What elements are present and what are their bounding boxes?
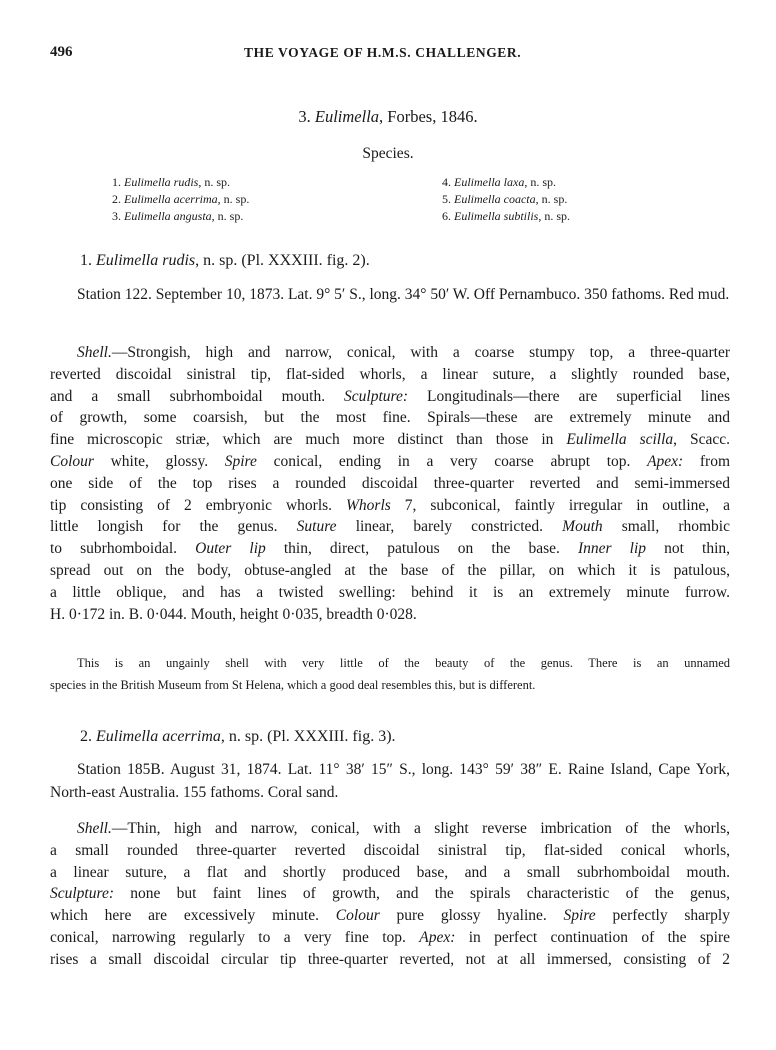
- italic-term: Mouth: [562, 518, 603, 536]
- italic-term: Spire: [224, 452, 257, 470]
- description-text: tip consisting of 2 embryonic whorls.: [50, 496, 347, 514]
- species-list-item: 4. Eulimella laxa, n. sp.: [442, 175, 556, 189]
- description-text: white, glossy.: [93, 452, 225, 470]
- description-line: [50, 582, 730, 604]
- description-text: perfectly sharply: [595, 907, 730, 925]
- description-text: in perfect continuation of the spire: [455, 928, 730, 946]
- genus-name: Eulimella: [314, 107, 380, 126]
- italic-term: Eulimella scilla: [566, 431, 674, 449]
- running-title: THE VOYAGE OF H.M.S. CHALLENGER.: [244, 45, 522, 60]
- description-text: none but faint lines of growth, and the spirals characteristic of the genus,: [114, 885, 730, 903]
- description-text: pure glossy hyaline.: [379, 907, 564, 925]
- description-line: [50, 407, 730, 429]
- description-line: [50, 560, 730, 582]
- description-line: [50, 862, 730, 884]
- description-text: 7, subconical, faintly irregular in outline, a: [390, 496, 730, 514]
- italic-term: Colour: [50, 452, 94, 470]
- description-line: [50, 364, 730, 386]
- remark-rudis: [50, 652, 730, 696]
- page-number: 496: [50, 44, 73, 60]
- description-text: linear, barely constricted.: [336, 518, 563, 536]
- species-heading-rudis: 1. Eulimella rudis, n. sp. (Pl. XXXIII. fig. 2).: [80, 252, 370, 269]
- description-text: one side of the top rises a rounded discoidal three-quarter reverted and semi-immersed: [50, 474, 730, 492]
- station-record-rudis: Station 122. September 10, 1873. Lat. 9° 5′ S., long. 34° 50′ W. Off Pernambuco. 350 fathoms. Red mud.: [77, 286, 730, 303]
- description-text: to subrhomboidal.: [50, 540, 196, 558]
- italic-term: Outer lip: [195, 540, 266, 558]
- description-text: reverted discoidal sinistral tip, flat-sided whorls, a linear suture, a slightly rounded base,: [50, 365, 730, 383]
- italic-term: Sculpture:: [344, 387, 409, 405]
- description-text: rises a small discoidal circular tip three-quarter reverted, not at all immersed, consisting of 2: [50, 950, 730, 968]
- description-line: [50, 429, 730, 451]
- italic-term: Shell.: [77, 820, 112, 837]
- species-list-item: 6. Eulimella subtilis, n. sp.: [442, 209, 571, 223]
- description-text: spread out on the body, obtuse-angled at the base of the pillar, on which it is patulous,: [50, 561, 730, 579]
- description-text: of growth, some coarsish, but the most fine. Spirals—these are extremely minute and: [50, 409, 730, 427]
- species-list-item: 3. Eulimella angusta, n. sp.: [112, 209, 244, 223]
- description-text: a little oblique, and has a twisted swelling: behind it is an extremely minute furrow.: [50, 583, 730, 601]
- description-text: conical, narrowing regularly to a very fine top.: [50, 928, 420, 946]
- description-text: and a small subrhomboidal mouth.: [50, 387, 345, 405]
- description-line: [50, 451, 730, 473]
- description-line: [50, 927, 730, 949]
- description-rudis: [50, 342, 730, 625]
- description-text: a small rounded three-quarter reverted discoidal sinistral tip, flat-sided conical whorls,: [50, 841, 730, 859]
- description-text: a linear suture, a flat and shortly produced base, and a small subrhomboidal mouth.: [50, 863, 730, 881]
- species-list-item: 2. Eulimella acerrima, n. sp.: [112, 192, 250, 206]
- italic-term: Sculpture:: [50, 885, 114, 903]
- description-text: —Strongish, high and narrow, conical, with a coarse stumpy top, a three-quarter: [111, 344, 730, 361]
- remark-line: This is an ungainly shell with very little of the beauty of the genus. There is an unnamed: [77, 656, 730, 670]
- description-text: from: [683, 452, 730, 470]
- italic-term: Spire: [563, 907, 596, 925]
- genus-authority: , Forbes, 1846.: [379, 107, 478, 126]
- description-text: Longitudinals—there are superficial lines: [408, 387, 730, 405]
- description-text: which here are excessively minute.: [50, 907, 336, 925]
- description-text: H. 0·172 in. B. 0·044. Mouth, height 0·035, breadth 0·028.: [50, 605, 417, 623]
- description-line: [50, 538, 730, 560]
- remark-line: species in the British Museum from St Helena, which a good deal resembles this, but is different.: [50, 678, 536, 692]
- italic-term: Inner lip: [577, 540, 647, 558]
- genus-number: 3.: [298, 107, 311, 126]
- description-text: small, rhombic: [602, 518, 730, 536]
- italic-term: Apex:: [419, 928, 456, 946]
- description-line: [50, 818, 730, 840]
- description-line: [50, 516, 730, 538]
- description-line: [50, 473, 730, 495]
- species-list-right: [442, 174, 570, 225]
- description-text: little longish for the genus.: [50, 518, 297, 536]
- species-heading-acerrima: 2. Eulimella acerrima, n. sp. (Pl. XXXIII. fig. 3).: [80, 728, 396, 745]
- species-list-item: 5. Eulimella coacta, n. sp.: [442, 192, 568, 206]
- description-line: [50, 342, 730, 364]
- description-line: [50, 905, 730, 927]
- species-list-left: [112, 174, 249, 225]
- description-text: —Thin, high and narrow, conical, with a slight reverse imbrication of the whorls,: [111, 820, 730, 837]
- description-line: [50, 386, 730, 408]
- description-text: thin, direct, patulous on the base.: [265, 540, 578, 558]
- description-line: [50, 883, 730, 905]
- description-line: [50, 949, 730, 971]
- genus-heading: [0, 107, 776, 127]
- description-line: [50, 495, 730, 517]
- italic-term: Apex:: [647, 452, 684, 470]
- species-list-title: Species.: [362, 145, 414, 162]
- station-record-acerrima: Station 185B. August 31, 1874. Lat. 11° 38′ 15″ S., long. 143° 59′ 38″ E. Raine Island, Cape York, North-east Australia. 155 fathoms. Coral sand.: [50, 761, 730, 801]
- italic-term: Whorls: [346, 496, 391, 514]
- page-header: [50, 44, 730, 64]
- description-text: , Scacc.: [673, 431, 730, 449]
- description-text: not thin,: [646, 540, 731, 558]
- description-line: [50, 840, 730, 862]
- description-text: fine microscopic striæ, which are much more distinct than those in: [50, 431, 567, 449]
- italic-term: Suture: [296, 518, 337, 536]
- description-line: [50, 604, 730, 626]
- species-list-item: 1. Eulimella rudis, n. sp.: [112, 175, 231, 189]
- description-text: conical, ending in a very coarse abrupt top.: [256, 452, 648, 470]
- description-acerrima: [50, 818, 730, 971]
- italic-term: Shell.: [77, 344, 112, 361]
- italic-term: Colour: [335, 907, 380, 925]
